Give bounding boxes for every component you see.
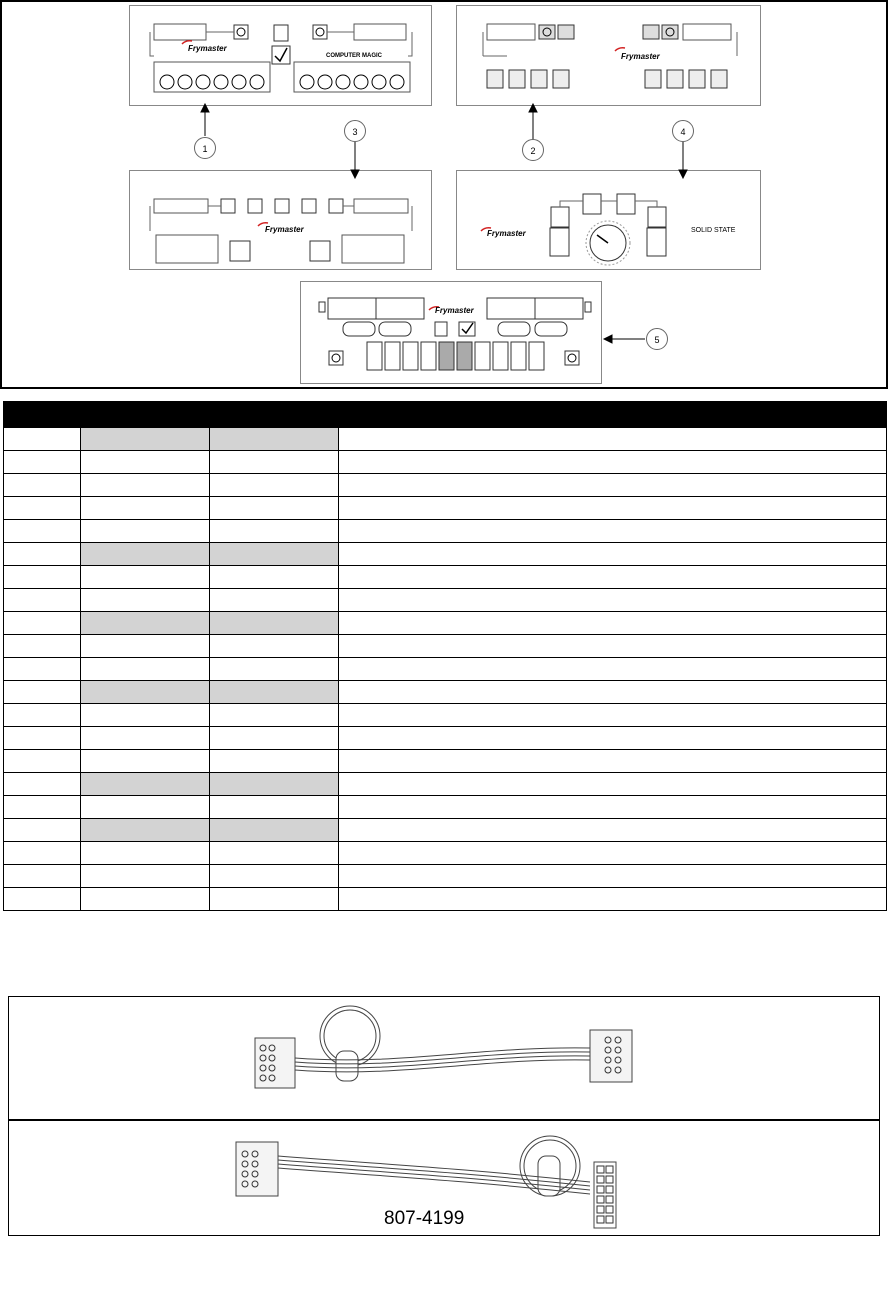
table-cell [339,520,887,543]
table-cell [339,773,887,796]
table-cell [81,520,210,543]
table-cell [81,428,210,451]
table-cell [210,727,339,750]
table-cell [339,842,887,865]
table-cell [210,681,339,704]
brand-logo: Frymaster [487,229,526,238]
table-cell [81,681,210,704]
table-row [4,750,887,773]
table-row [4,658,887,681]
table-cell [4,474,81,497]
table-cell [210,543,339,566]
table-row [4,888,887,911]
callout-4: 4 [672,120,694,142]
table-row [4,428,887,451]
table-cell [4,727,81,750]
table-cell [4,635,81,658]
table-cell [210,566,339,589]
table-cell [339,727,887,750]
table-cell [81,888,210,911]
table-cell [339,428,887,451]
table-cell [4,773,81,796]
table-cell [210,865,339,888]
table-cell [4,497,81,520]
harness-part-number: 807-4199 [384,1208,465,1229]
table-header-row [4,402,887,428]
table-row [4,727,887,750]
table-cell [81,589,210,612]
table-cell [4,865,81,888]
table-cell [81,543,210,566]
table-cell [339,865,887,888]
model-label: SOLID STATE [691,227,736,234]
callout-arrows [0,0,888,389]
callout-3: 3 [344,120,366,142]
table-cell [210,704,339,727]
table-cell [210,750,339,773]
table-row [4,589,887,612]
table-row [4,842,887,865]
callout-5: 5 [646,328,668,350]
callout-1: 1 [194,137,216,159]
table-cell [81,658,210,681]
brand-logo: Frymaster [621,52,660,61]
table-cell [81,796,210,819]
table-cell [339,612,887,635]
brand-logo: Frymaster [188,44,227,53]
table-cell [4,750,81,773]
table-row [4,865,887,888]
table-cell [81,842,210,865]
table-cell [339,658,887,681]
table-row [4,566,887,589]
table-body [4,428,887,911]
table-cell [81,474,210,497]
table-cell [4,543,81,566]
table-cell [339,474,887,497]
table-cell [210,497,339,520]
table-row [4,474,887,497]
table-cell [339,704,887,727]
table-cell [81,451,210,474]
model-label: COMPUTER MAGIC [326,53,382,59]
table-cell [339,635,887,658]
table-cell [81,704,210,727]
table-cell [339,497,887,520]
table-cell [210,819,339,842]
table-cell [81,635,210,658]
table-cell [339,750,887,773]
table-cell [339,819,887,842]
table-cell [81,566,210,589]
table-cell [210,658,339,681]
table-cell [81,819,210,842]
table-cell [4,520,81,543]
table-cell [210,451,339,474]
table-row [4,497,887,520]
table-row [4,520,887,543]
table-cell [4,612,81,635]
table-cell [81,865,210,888]
table-cell [81,750,210,773]
table-cell [4,681,81,704]
table-cell [4,796,81,819]
header-cell [81,402,210,428]
table-cell [210,635,339,658]
table-cell [339,681,887,704]
table-row [4,681,887,704]
callout-2: 2 [522,139,544,161]
table-cell [81,773,210,796]
table-cell [210,612,339,635]
table-cell [81,727,210,750]
table-cell [4,842,81,865]
table-cell [339,888,887,911]
table-row [4,451,887,474]
table-cell [81,497,210,520]
table-cell [210,842,339,865]
header-cell [4,402,81,428]
table-cell [4,589,81,612]
table-cell [4,428,81,451]
table-row [4,635,887,658]
table-row [4,612,887,635]
header-cell [339,402,887,428]
table-cell [210,428,339,451]
header-cell [210,402,339,428]
brand-logo: Frymaster [435,306,474,315]
table-cell [210,773,339,796]
table-cell [4,888,81,911]
table-cell [210,520,339,543]
table-cell [210,474,339,497]
parts-table [3,401,887,911]
table-row [4,543,887,566]
table-row [4,704,887,727]
brand-logo: Frymaster [265,225,304,234]
table-cell [81,612,210,635]
table-row [4,819,887,842]
table-row [4,773,887,796]
table-row [4,796,887,819]
table-cell [339,451,887,474]
table-cell [339,543,887,566]
table-cell [4,566,81,589]
table-cell [210,796,339,819]
table-cell [339,566,887,589]
table-cell [210,888,339,911]
table-cell [4,658,81,681]
table-cell [4,704,81,727]
table-cell [339,589,887,612]
table-cell [4,451,81,474]
table-cell [210,589,339,612]
table-cell [4,819,81,842]
table-cell [339,796,887,819]
